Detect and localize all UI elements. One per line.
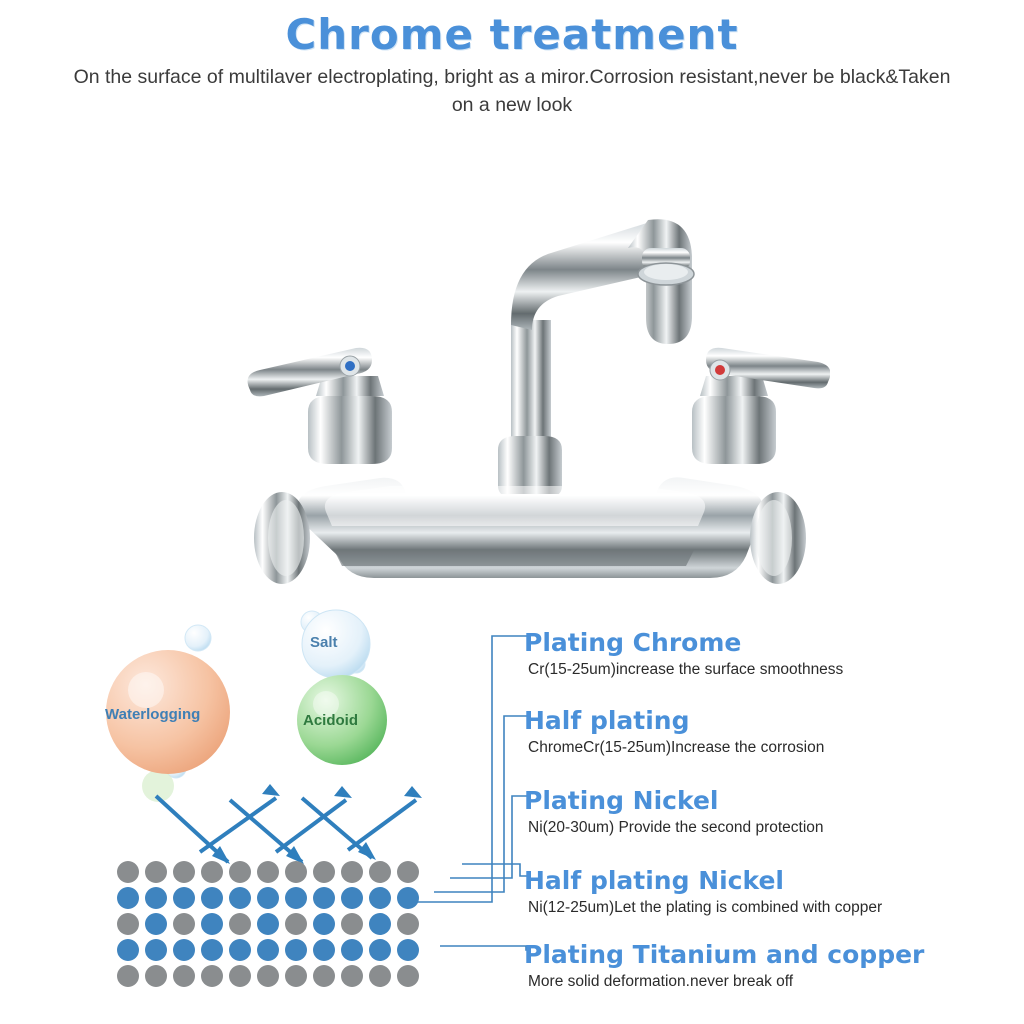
layer-item-plating-nickel (524, 786, 824, 838)
layer-title: Plating Chrome (524, 628, 742, 657)
layer-desc: Cr(15-25um)increase the surface smoothness (528, 661, 844, 678)
layer-desc: Ni(20-30um) Provide the second protection (528, 819, 824, 836)
bubble-label-acidoid: Acidoid (303, 712, 358, 729)
page-subtitle: On the surface of multilaver electroplating, bright as a miror.Corrosion resistant,never be black&Taken on a new look (73, 66, 951, 116)
bubble-label-salt: Salt (310, 634, 338, 651)
layer-title: Plating Titanium and copper (524, 940, 925, 969)
layer-item-half-plating-nickel (524, 866, 882, 918)
layer-desc: More solid deformation.never break off (528, 973, 794, 990)
page-title: Chrome treatment (285, 10, 739, 59)
layer-title: Half plating (524, 706, 690, 735)
layer-title: Half plating Nickel (524, 866, 784, 895)
layer-desc: Ni(12-25um)Let the plating is combined with copper (528, 899, 883, 916)
faucet-illustration (230, 120, 830, 620)
layer-item-half-plating (524, 706, 824, 758)
layer-item-plating-chrome (524, 628, 843, 680)
layer-item-plating-titanium-copper (524, 940, 924, 992)
layer-title: Plating Nickel (524, 786, 719, 815)
bubble-label-waterlogging: Waterlogging (105, 706, 201, 723)
layer-desc: ChromeCr(15-25um)Increase the corrosion (528, 739, 825, 756)
